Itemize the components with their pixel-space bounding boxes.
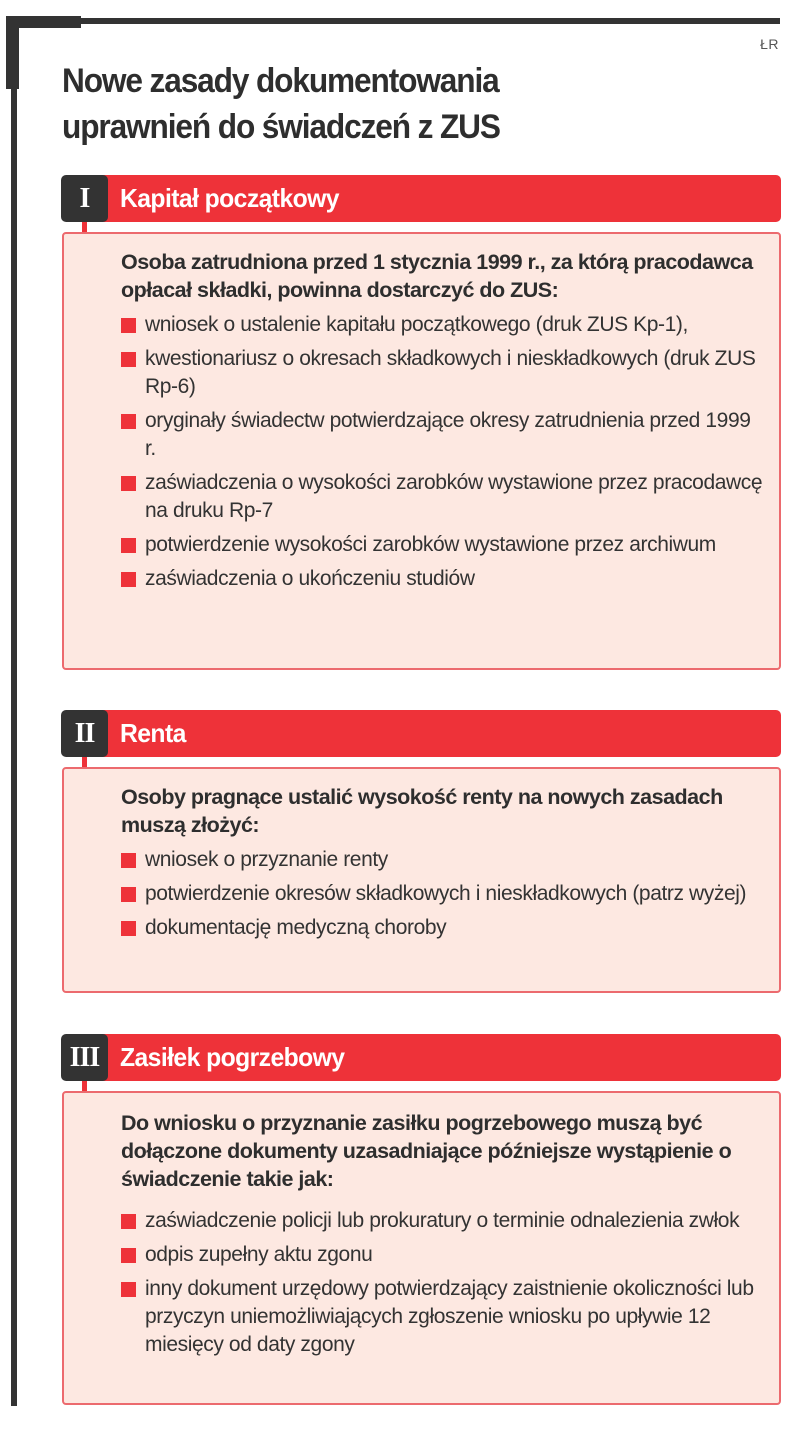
- document-list: [121, 311, 765, 593]
- list-item-text: potwierdzenie okresów składkowych i nieskładkowych (patrz wyżej): [145, 882, 747, 905]
- list-item-text: inny dokument urzędowy potwierdzający zaistnienie okoliczności lub przyczyn uniemożliwiających zgłoszenie wniosku po upływie 12 miesięcy od daty zgony: [145, 1277, 754, 1356]
- red-square-bullet-icon: [121, 352, 136, 367]
- red-square-bullet-icon: [121, 538, 136, 553]
- section-heading: Kapitał początkowy: [120, 183, 339, 213]
- author-credit: ŁR: [760, 36, 779, 52]
- list-item-text: wniosek o ustalenie kapitału początkowego (druk ZUS Kp-1),: [145, 313, 688, 336]
- list-item: [121, 345, 765, 401]
- section-content-box: [62, 1091, 781, 1405]
- list-item: [121, 846, 765, 874]
- red-square-bullet-icon: [121, 476, 136, 491]
- page-title-line-2: uprawnień do świadczeń z ZUS: [62, 108, 500, 146]
- list-item: [121, 914, 765, 942]
- frame-left-rule: [11, 86, 17, 1406]
- list-item-text: zaświadczenia o ukończeniu studiów: [145, 567, 475, 590]
- red-square-bullet-icon: [121, 1248, 136, 1263]
- section-number-badge: II: [61, 710, 108, 757]
- list-item: [121, 565, 765, 593]
- list-item: [121, 469, 765, 525]
- list-item: [121, 407, 765, 463]
- list-item-text: dokumentację medyczną choroby: [145, 916, 447, 939]
- list-item: [121, 1207, 765, 1235]
- red-square-bullet-icon: [121, 318, 136, 333]
- section-lead: Osoby pragnące ustalić wysokość renty na nowych zasadach muszą złożyć:: [121, 785, 723, 837]
- section-number-badge: III: [61, 1034, 108, 1081]
- section-content-box: [62, 232, 781, 670]
- section-header-bar: [101, 710, 781, 757]
- list-item: [121, 311, 765, 339]
- list-item-text: zaświadczenia o wysokości zarobków wystawione przez pracodawcę na druku Rp-7: [145, 471, 763, 522]
- section-heading: Zasiłek pogrzebowy: [120, 1042, 345, 1072]
- section-renta: [61, 710, 781, 993]
- list-item-text: zaświadczenie policji lub prokuratury o terminie odnalezienia zwłok: [145, 1209, 740, 1232]
- red-square-bullet-icon: [121, 1282, 136, 1297]
- list-item-text: wniosek o przyznanie renty: [145, 848, 388, 871]
- section-header: [61, 1034, 781, 1081]
- list-item: [121, 531, 765, 559]
- section-heading: Renta: [120, 718, 186, 748]
- list-item: [121, 1275, 765, 1359]
- section-kapital-poczatkowy: [61, 175, 781, 670]
- section-zasilek-pogrzebowy: [61, 1034, 781, 1405]
- red-square-bullet-icon: [121, 853, 136, 868]
- section-lead: Osoba zatrudniona przed 1 stycznia 1999 r., za którą pracodawca opłacał składki, powinna dostarczyć do ZUS:: [121, 250, 753, 302]
- list-item-text: oryginały świadectw potwierdzające okresy zatrudnienia przed 1999 r.: [145, 409, 751, 460]
- list-item-text: kwestionariusz o okresach składkowych i nieskładkowych (druk ZUS Rp-6): [145, 347, 756, 398]
- section-header: [61, 710, 781, 757]
- frame-top-rule: [78, 18, 780, 24]
- section-header: [61, 175, 781, 222]
- red-square-bullet-icon: [121, 572, 136, 587]
- page-title-line-1: Nowe zasady dokumentowania: [62, 62, 499, 100]
- section-number-badge: I: [61, 175, 108, 222]
- list-item-text: odpis zupełny aktu zgonu: [145, 1243, 373, 1266]
- red-square-bullet-icon: [121, 1214, 136, 1229]
- section-content-box: [62, 767, 781, 993]
- list-item: [121, 1241, 765, 1269]
- page-title: [62, 58, 713, 150]
- document-list: [121, 846, 765, 942]
- red-square-bullet-icon: [121, 887, 136, 902]
- list-item-text: potwierdzenie wysokości zarobków wystawione przez archiwum: [145, 533, 716, 556]
- frame-corner-left: [6, 16, 19, 89]
- red-square-bullet-icon: [121, 414, 136, 429]
- red-square-bullet-icon: [121, 921, 136, 936]
- section-lead: Do wniosku o przyznanie zasiłku pogrzebowego muszą być dołączone dokumenty uzasadniające późniejsze wystąpienie o świadczenie takie jak:: [121, 1111, 732, 1191]
- list-item: [121, 880, 765, 908]
- document-list: [121, 1207, 765, 1359]
